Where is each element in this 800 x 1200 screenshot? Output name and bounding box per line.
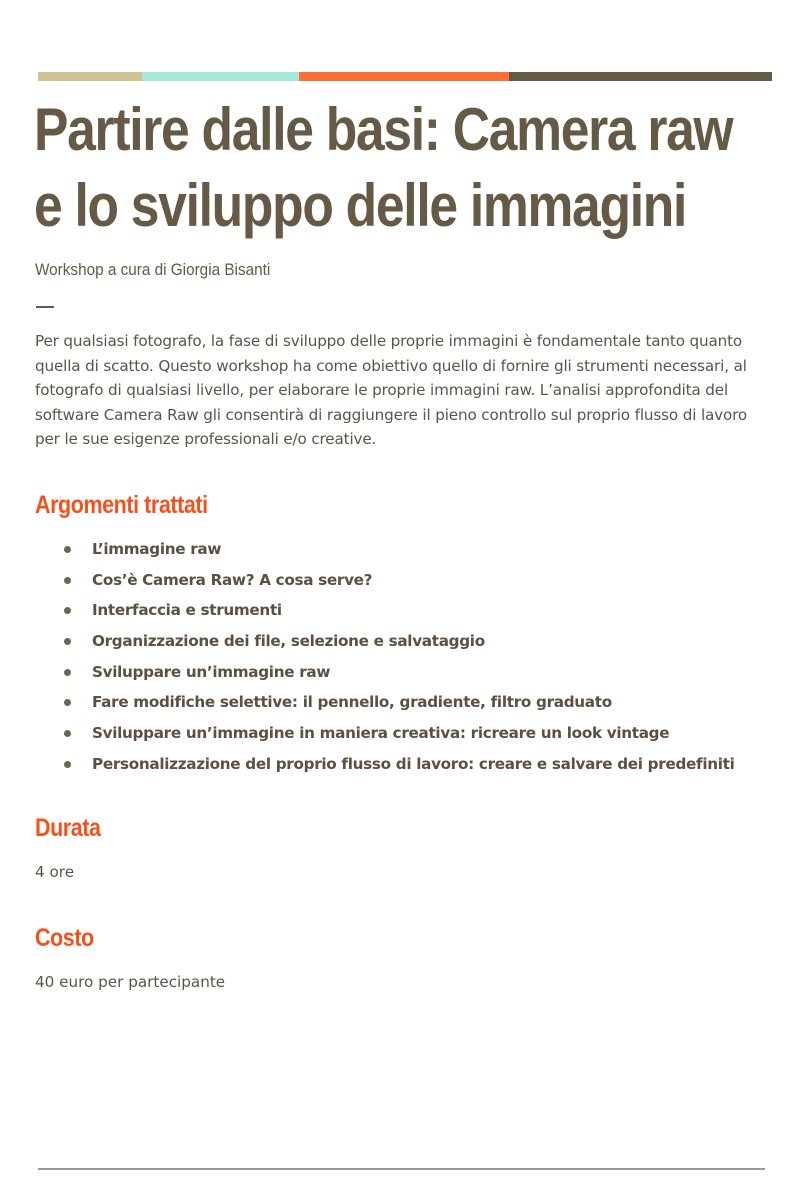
color-bar-segment-orange — [299, 72, 509, 81]
topic-item — [35, 659, 775, 690]
page-title — [34, 92, 774, 244]
color-bar-segment-beige — [38, 72, 142, 81]
bullet-icon — [64, 607, 71, 614]
topic-label: Sviluppare un’immagine raw — [92, 662, 331, 681]
page-title-line-2: e lo sviluppo delle immagini — [34, 172, 687, 239]
topic-label: L’immagine raw — [92, 540, 222, 558]
bullet-icon — [64, 761, 71, 768]
topic-item — [35, 628, 775, 659]
topics-heading: Argomenti trattati — [35, 491, 208, 519]
subtitle-divider — [36, 306, 54, 308]
topic-item — [35, 536, 775, 567]
duration-value: 4 ore — [35, 863, 75, 881]
topic-label: Organizzazione dei file, selezione e salvataggio — [92, 632, 485, 651]
topic-label: Personalizzazione del proprio flusso di lavoro: creare e salvare dei predefiniti — [92, 754, 735, 773]
topic-item — [35, 689, 775, 720]
color-bar-segment-brown — [509, 72, 772, 81]
bullet-icon — [64, 730, 71, 737]
bullet-icon — [64, 669, 71, 676]
color-bar-segment-mint — [142, 72, 299, 81]
bullet-icon — [64, 638, 71, 645]
topic-item — [35, 567, 775, 598]
topic-label: Fare modifiche selettive: il pennello, gradiente, filtro graduato — [92, 693, 612, 712]
topic-label: Interfaccia e strumenti — [92, 601, 282, 620]
topics-list — [35, 536, 775, 782]
topic-item — [35, 597, 775, 628]
author-subtitle: Workshop a cura di Giorgia Bisanti — [35, 260, 271, 279]
cost-value: 40 euro per partecipante — [35, 973, 226, 991]
bullet-icon — [64, 546, 71, 553]
topic-label: Cos’è Camera Raw? A cosa serve? — [92, 570, 373, 589]
intro-paragraph: Per qualsiasi fotografo, la fase di sviluppo delle proprie immagini è fondamentale tanto quanto quella di scatto. Questo workshop ha come obiettivo quello di fornire gli strumenti necessari, al fotografo di qualsiasi livello, per elaborare le proprie immagini raw. L’analisi approfondita del software Camera Raw gli consentirà di raggiungere il pieno controllo sul proprio flusso di lavoro per le sue esigenze professionali e/o creative. — [35, 332, 748, 448]
topic-label: Sviluppare un’immagine in maniera creativa: ricreare un look vintage — [92, 724, 670, 743]
duration-heading: Durata — [35, 814, 101, 842]
cost-heading: Costo — [35, 924, 94, 952]
bullet-icon — [64, 577, 71, 584]
decorative-color-bar — [38, 72, 772, 81]
footer-divider — [38, 1168, 765, 1170]
page-title-line-1: Partire dalle basi: Camera raw — [34, 96, 733, 163]
topic-item — [35, 720, 775, 751]
topic-item — [35, 751, 775, 782]
bullet-icon — [64, 699, 71, 706]
